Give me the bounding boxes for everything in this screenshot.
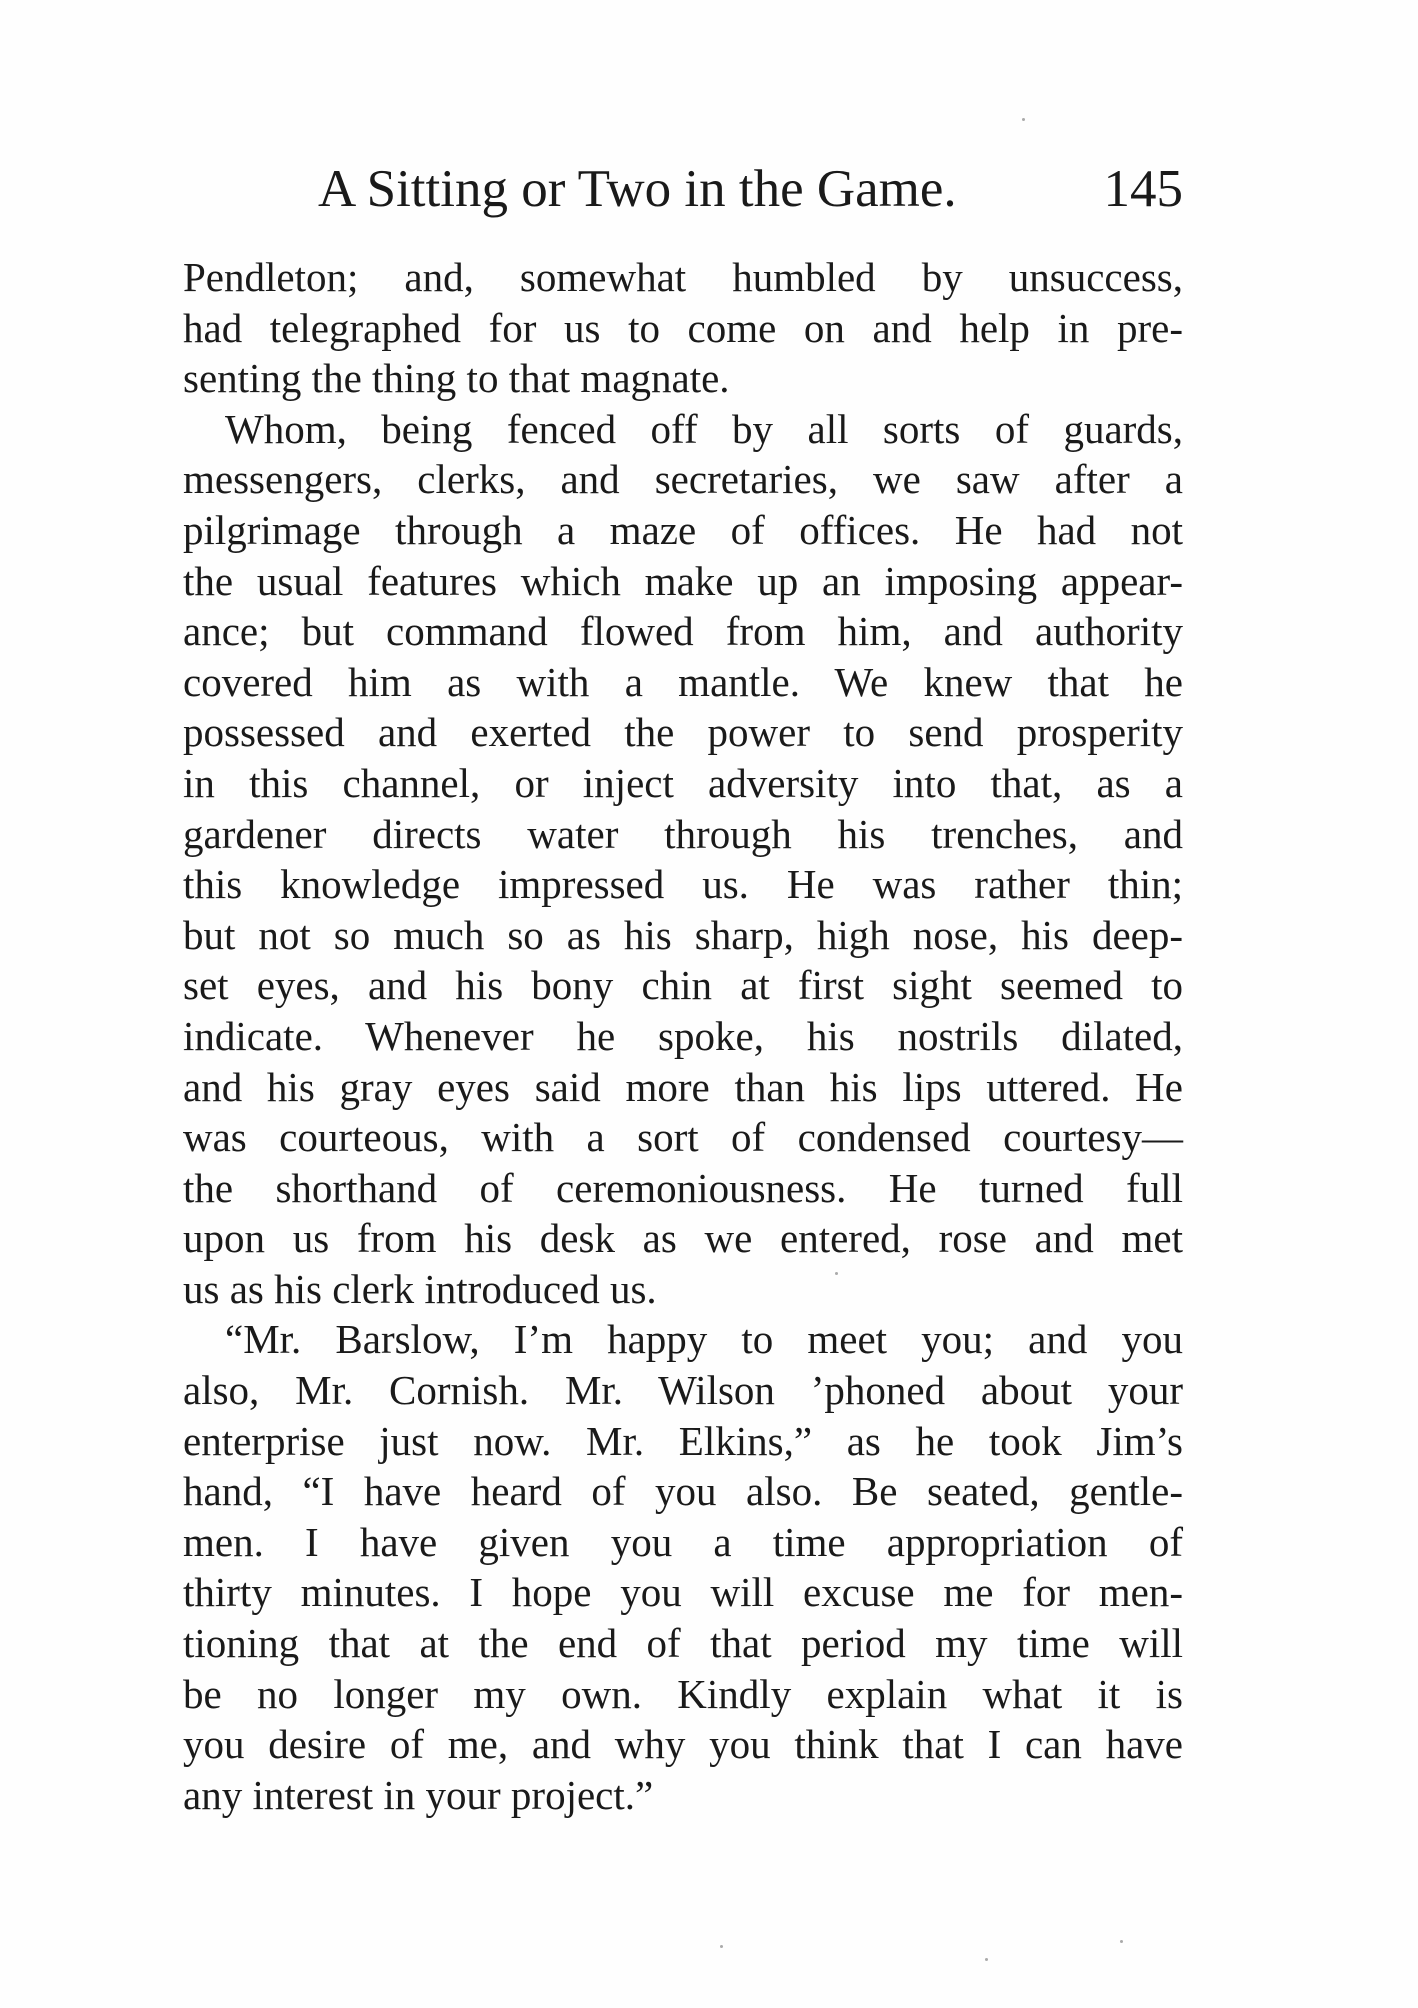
- text-line: covered him as with a mantle. We knew that he: [183, 658, 1183, 705]
- text-line: possessed and exerted the power to send prosperity: [183, 709, 1183, 756]
- page-number: 145: [1103, 160, 1183, 218]
- scan-speck: [835, 1272, 838, 1275]
- text-line: thirty minutes. I hope you will excuse me for men-: [183, 1569, 1183, 1616]
- text-line: be no longer my own. Kindly explain what it is: [183, 1670, 1183, 1717]
- text-line: upon us from his desk as we entered, rose and met: [183, 1215, 1183, 1262]
- text-line: set eyes, and his bony chin at first sight seemed to: [183, 962, 1183, 1009]
- text-line: but not so much so as his sharp, high nose, his deep-: [183, 911, 1183, 958]
- text-line: gardener directs water through his trenches, and: [183, 810, 1183, 857]
- running-title: A Sitting or Two in the Game.: [318, 160, 957, 218]
- text-line: Pendleton; and, somewhat humbled by unsuccess,: [183, 254, 1183, 300]
- text-line: pilgrimage through a maze of offices. He had not: [183, 506, 1183, 553]
- scan-speck: [720, 1945, 723, 1948]
- text-line: “Mr. Barslow, I’m happy to meet you; and you: [225, 1316, 1183, 1363]
- text-line: hand, “I have heard of you also. Be seated, gentle-: [183, 1468, 1183, 1515]
- text-line: had telegraphed for us to come on and help in pre-: [183, 304, 1183, 351]
- text-line: indicate. Whenever he spoke, his nostrils dilated,: [183, 1012, 1183, 1059]
- text-line: any interest in your project.”: [183, 1771, 654, 1818]
- text-line: you desire of me, and why you think that I can have: [183, 1721, 1183, 1768]
- text-line: also, Mr. Cornish. Mr. Wilson ’phoned about your: [183, 1367, 1183, 1414]
- text-line: men. I have given you a time appropriation of: [183, 1518, 1183, 1565]
- text-line: the shorthand of ceremoniousness. He turned full: [183, 1164, 1183, 1211]
- text-line: ance; but command flowed from him, and authority: [183, 608, 1183, 655]
- text-line: and his gray eyes said more than his lips uttered. He: [183, 1063, 1183, 1110]
- text-line: the usual features which make up an imposing appear-: [183, 557, 1183, 604]
- text-line: us as his clerk introduced us.: [183, 1265, 657, 1312]
- text-line: enterprise just now. Mr. Elkins,” as he took Jim’s: [183, 1417, 1183, 1464]
- text-line: in this channel, or inject adversity into that, as a: [183, 759, 1183, 806]
- body-text: [183, 252, 1183, 1820]
- text-line: tioning that at the end of that period my time will: [183, 1620, 1183, 1667]
- running-head: [183, 154, 1183, 234]
- text-line: was courteous, with a sort of condensed courtesy—: [183, 1114, 1183, 1161]
- text-line: this knowledge impressed us. He was rather thin;: [183, 861, 1183, 908]
- scan-speck: [985, 1958, 988, 1961]
- text-line: messengers, clerks, and secretaries, we saw after a: [183, 456, 1183, 503]
- scan-speck: [1022, 118, 1025, 121]
- text-line: Whom, being fenced off by all sorts of guards,: [225, 405, 1183, 452]
- scan-speck: [1120, 1940, 1123, 1943]
- text-line: senting the thing to that magnate.: [183, 355, 730, 402]
